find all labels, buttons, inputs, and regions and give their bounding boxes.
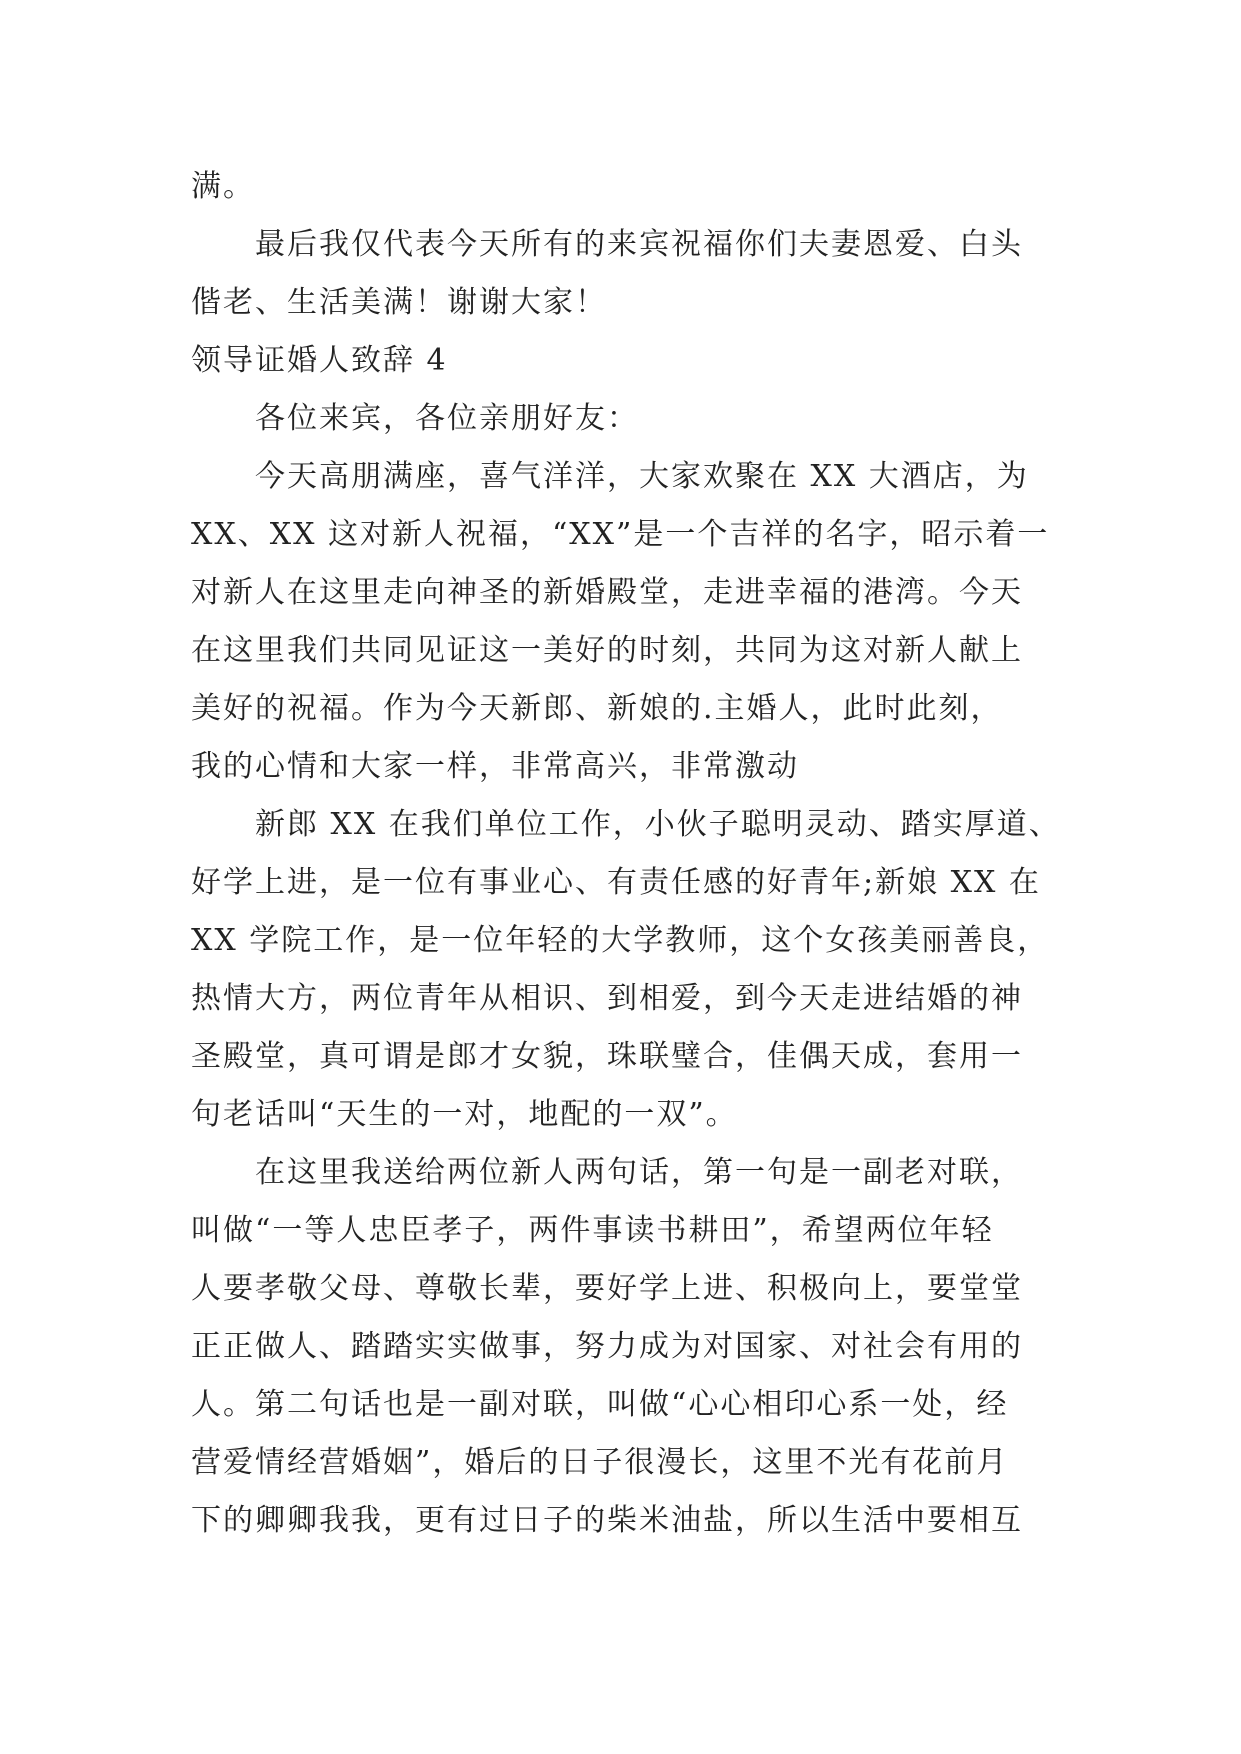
text-line: 下的卿卿我我，更有过日子的柴米油盐，所以生活中要相互	[191, 1503, 1023, 1538]
text-line: 各位来宾，各位亲朋好友：	[255, 401, 639, 436]
document-body	[191, 158, 1061, 1550]
paragraph	[191, 1144, 1051, 1550]
text-line: 偕老、生活美满！谢谢大家！	[191, 285, 607, 320]
text-line: XX、XX 这对新人祝福，“XX”是一个吉祥的名字，昭示着一	[191, 517, 1050, 552]
text-line: 我的心情和大家一样，非常高兴，非常激动	[191, 749, 799, 784]
text-line: 句老话叫“天生的一对，地配的一双”。	[191, 1097, 738, 1132]
text-line: 叫做“一等人忠臣孝子，两件事读书耕田”，希望两位年轻	[191, 1213, 994, 1248]
text-line: 在这里我送给两位新人两句话，第一句是一副老对联，	[255, 1155, 1023, 1190]
text-line: XX 学院工作，是一位年轻的大学教师，这个女孩美丽善良，	[191, 923, 1050, 958]
text-line: 美好的祝福。作为今天新郎、新娘的.主婚人，此时此刻，	[191, 691, 1003, 726]
text-line: 新郎 XX 在我们单位工作，小伙子聪明灵动、踏实厚道、	[255, 807, 1061, 842]
paragraph	[191, 390, 1051, 448]
text-line: 今天高朋满座，喜气洋洋，大家欢聚在 XX 大酒店，为	[255, 459, 1029, 494]
section-heading	[191, 332, 1051, 390]
paragraph	[191, 796, 1061, 1144]
paragraph	[191, 158, 1051, 216]
text-line: 在这里我们共同见证这一美好的时刻，共同为这对新人献上	[191, 633, 1023, 668]
text-line: 最后我仅代表今天所有的来宾祝福你们夫妻恩爱、白头	[255, 227, 1023, 262]
text-line: 好学上进，是一位有事业心、有责任感的好青年;新娘 XX 在	[191, 865, 1041, 900]
text-line: 营爱情经营婚姻”，婚后的日子很漫长，这里不光有花前月	[191, 1445, 1009, 1480]
text-line: 人。第二句话也是一副对联，叫做“心心相印心系一处，经	[191, 1387, 1009, 1422]
text-line: 对新人在这里走向神圣的新婚殿堂，走进幸福的港湾。今天	[191, 575, 1023, 610]
text-line: 正正做人、踏踏实实做事，努力成为对国家、对社会有用的	[191, 1329, 1023, 1364]
paragraph	[191, 448, 1051, 796]
paragraph	[191, 216, 1051, 332]
text-line: 热情大方，两位青年从相识、到相爱，到今天走进结婚的神	[191, 981, 1023, 1016]
text-line: 人要孝敬父母、尊敬长辈，要好学上进、积极向上，要堂堂	[191, 1271, 1023, 1306]
text-line: 满。	[191, 169, 255, 204]
text-line: 圣殿堂，真可谓是郎才女貌，珠联璧合，佳偶天成，套用一	[191, 1039, 1023, 1074]
text-line: 领导证婚人致辞 4	[191, 343, 448, 378]
